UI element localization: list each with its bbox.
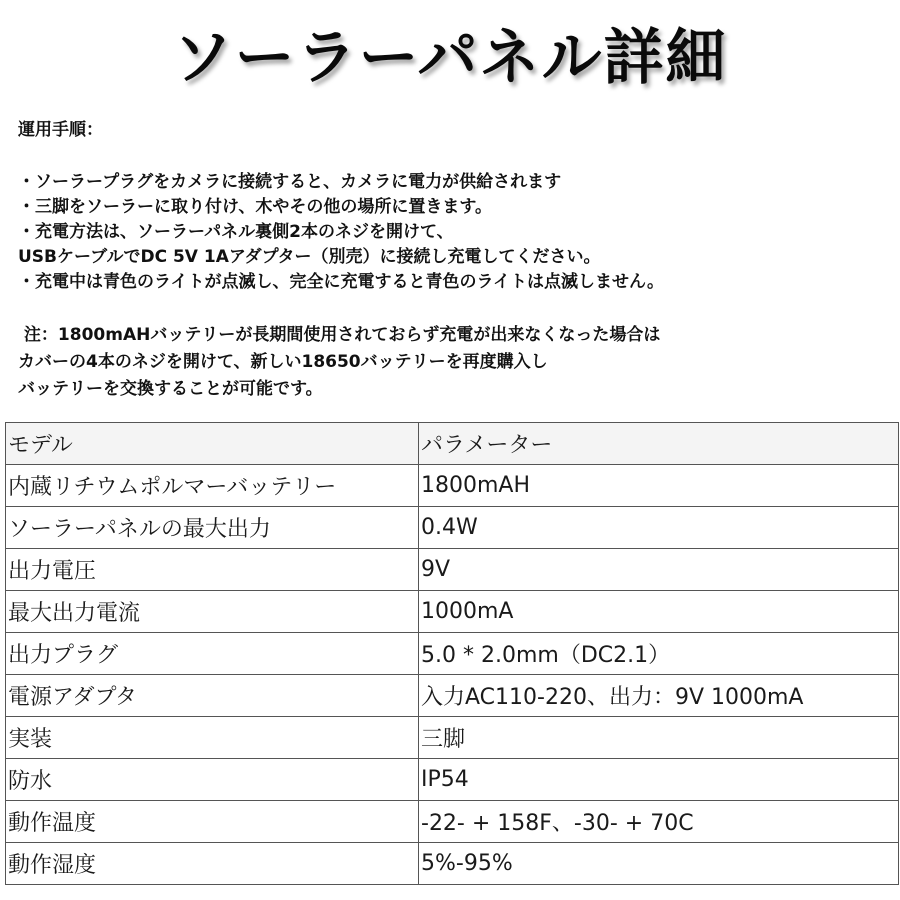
header-cell-parameter: パラメーター — [419, 423, 899, 465]
table-cell-value: 9V — [419, 549, 899, 591]
table-row — [6, 675, 899, 717]
table-cell-value: 1800mAH — [419, 465, 899, 507]
table-row — [6, 465, 899, 507]
header-cell-model: モデル — [6, 423, 419, 465]
table-cell-label: 内蔵リチウムポルマーバッテリー — [6, 465, 419, 507]
instruction-line: ・充電方法は、ソーラーパネル裏側2本のネジを開けて、 — [18, 222, 454, 242]
table-cell-label: 電源アダプタ — [6, 675, 419, 717]
table-row — [6, 591, 899, 633]
table-cell-value: 入力AC110-220、出力：9V 1000mA — [419, 675, 899, 717]
table-cell-label: 実装 — [6, 717, 419, 759]
table-row — [6, 633, 899, 675]
table-cell-value: 1000mA — [419, 591, 899, 633]
table-row — [6, 549, 899, 591]
spec-table — [5, 422, 899, 885]
instruction-line: ・三脚をソーラーに取り付け、木やその他の場所に置きます。 — [18, 197, 492, 217]
table-row — [6, 843, 899, 885]
instruction-line: ・ソーラープラグをカメラに接続すると、カメラに電力が供給されます — [18, 172, 562, 192]
note-line: カバーの4本のネジを開けて、新しい18650バッテリーを再度購入し — [18, 352, 548, 372]
table-cell-value: 5.0 * 2.0mm（DC2.1） — [419, 633, 899, 675]
page-title: ソーラーパネル詳細 — [172, 23, 728, 93]
table-header-row — [6, 423, 899, 465]
table-cell-value: IP54 — [419, 759, 899, 801]
note-line: バッテリーを交換することが可能です。 — [18, 379, 323, 399]
note-line: 注：1800mAHバッテリーが長期間使用されておらず充電が出来なくなった場合は — [18, 325, 661, 345]
table-cell-label: 出力電圧 — [6, 549, 419, 591]
table-cell-value: -22- + 158F、-30- + 70C — [419, 801, 899, 843]
table-cell-label: 動作温度 — [6, 801, 419, 843]
instruction-line: ・充電中は青色のライトが点滅し、完全に充電すると青色のライトは点滅しません。 — [18, 272, 664, 292]
table-cell-value: 0.4W — [419, 507, 899, 549]
table-cell-label: 動作湿度 — [6, 843, 419, 885]
table-cell-value: 5%-95% — [419, 843, 899, 885]
instruction-line: USBケーブルでDC 5V 1Aアダプター（別売）に接続し充電してください。 — [18, 247, 601, 267]
table-cell-value: 三脚 — [419, 717, 899, 759]
usage-instructions — [18, 170, 893, 295]
usage-heading: 運用手順： — [18, 120, 103, 140]
table-row — [6, 759, 899, 801]
table-row — [6, 801, 899, 843]
table-cell-label: ソーラーパネルの最大出力 — [6, 507, 419, 549]
table-cell-label: 出力プラグ — [6, 633, 419, 675]
table-row — [6, 507, 899, 549]
table-cell-label: 防水 — [6, 759, 419, 801]
table-cell-label: 最大出力電流 — [6, 591, 419, 633]
battery-note — [18, 322, 893, 403]
table-row — [6, 717, 899, 759]
